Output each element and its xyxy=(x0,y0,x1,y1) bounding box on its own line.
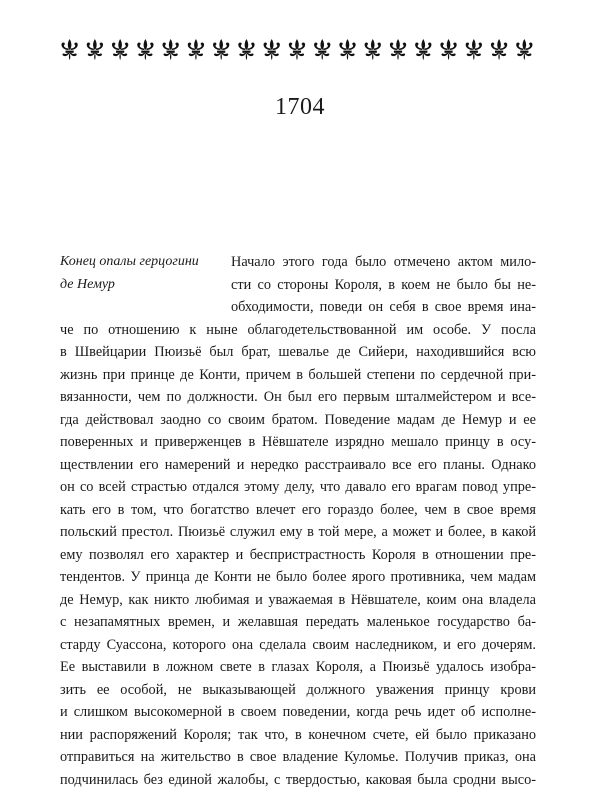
text-line: подчинилась без единой жалобы, с твердостью, каковая была сродни высо- xyxy=(60,769,536,791)
text-line: че по отношению к ныне облагодетельствованной им особе. У посла xyxy=(60,319,536,342)
text-line: ществлении его намерений и нередко расстраивало все его планы. Однако xyxy=(60,454,536,477)
text-line: де Немур, как никто любимая и уважаемая в Нёвшателе, коим она владела xyxy=(60,589,536,612)
text-line: в Швейцарии Пюизьё был брат, шевалье де Сийери, находившийся всю xyxy=(60,341,536,364)
text-line: кать его в том, что богатство влечет его гораздо более, чем в свое время xyxy=(60,499,536,522)
fleur-de-lis-icon xyxy=(213,39,229,60)
fleur-de-lis-icon xyxy=(61,39,77,60)
fleur-de-lis-icon xyxy=(390,39,406,60)
margin-note-line: Конец опалы герцогини xyxy=(60,251,210,274)
fleur-de-lis-icon xyxy=(365,39,381,60)
text-line: отправиться на жительство в свое владение Куломье. Получив приказ, она xyxy=(60,746,536,769)
text-line: и слишком высокомерной в своем поведении, когда речь идет об исполне- xyxy=(60,701,536,724)
fleur-de-lis-icon xyxy=(87,39,103,60)
text-line: Начало этого года было отмечено актом мило- xyxy=(231,251,536,274)
text-line: гда действовал заодно со своим братом. Поведение мадам де Немур и ее xyxy=(60,409,536,432)
text-line: старду Суассона, которого она сделала своим наследником, и его дочерям. xyxy=(60,634,536,657)
fleur-de-lis-icon xyxy=(188,39,204,60)
fleur-de-lis-icon xyxy=(440,39,456,60)
fleur-de-lis-icon xyxy=(466,39,482,60)
text-line: поверенных и приверженцев в Нёвшателе изрядно мешало принцу в осу- xyxy=(60,431,536,454)
fleur-de-lis-icon xyxy=(264,39,280,60)
fleur-de-lis-icon xyxy=(162,39,178,60)
fleur-de-lis-band-icon xyxy=(57,33,537,63)
text-line: обходимости, поведи он себя в свое время ина- xyxy=(231,296,536,319)
text-line: с незапамятных времен, и желавшая передать маленькое государство ба- xyxy=(60,611,536,634)
text-line: ему позволял его характер и беспристрастность Короля в отношении пре- xyxy=(60,544,536,567)
chapter-year: 1704 xyxy=(0,94,600,121)
fleur-de-lis-icon xyxy=(491,39,507,60)
fleur-de-lis-icon xyxy=(314,39,330,60)
fleur-de-lis-icon xyxy=(339,39,355,60)
fleur-de-lis-icon xyxy=(516,39,532,60)
text-line: польский престол. Пюизьё служил ему в той мере, а может и более, в какой xyxy=(60,521,536,544)
fleur-de-lis-icon xyxy=(238,39,254,60)
text-line: зить ее особой, не выказывающей должного уважения принцу крови xyxy=(60,679,536,702)
text-line: Ее выставили в ложном свете в глазах Короля, а Пюизьё удалось изобра- xyxy=(60,656,536,679)
margin-note-line: де Немур xyxy=(60,274,210,297)
text-line: нии распоряжений Короля; так что, в конечном счете, ей было приказано xyxy=(60,724,536,747)
text-line: жизнь при принце де Конти, причем в большей степени по сердечной при- xyxy=(60,364,536,387)
text-line: он со всей страстью отдался этому делу, что давало его врагам повод упре- xyxy=(60,476,536,499)
text-line: вязанности, чем по должности. Он был его первым шталмейстером и все- xyxy=(60,386,536,409)
fleur-de-lis-icon xyxy=(137,39,153,60)
text-line: тендентов. У принца де Конти не было более ярого противника, чем мадам xyxy=(60,566,536,589)
text-line: сти со стороны Короля, в коем не было бы не- xyxy=(231,274,536,297)
body-paragraph xyxy=(60,251,536,791)
fleur-de-lis-icon xyxy=(289,39,305,60)
fleur-de-lis-icon xyxy=(415,39,431,60)
fleur-de-lis-icon xyxy=(112,39,128,60)
